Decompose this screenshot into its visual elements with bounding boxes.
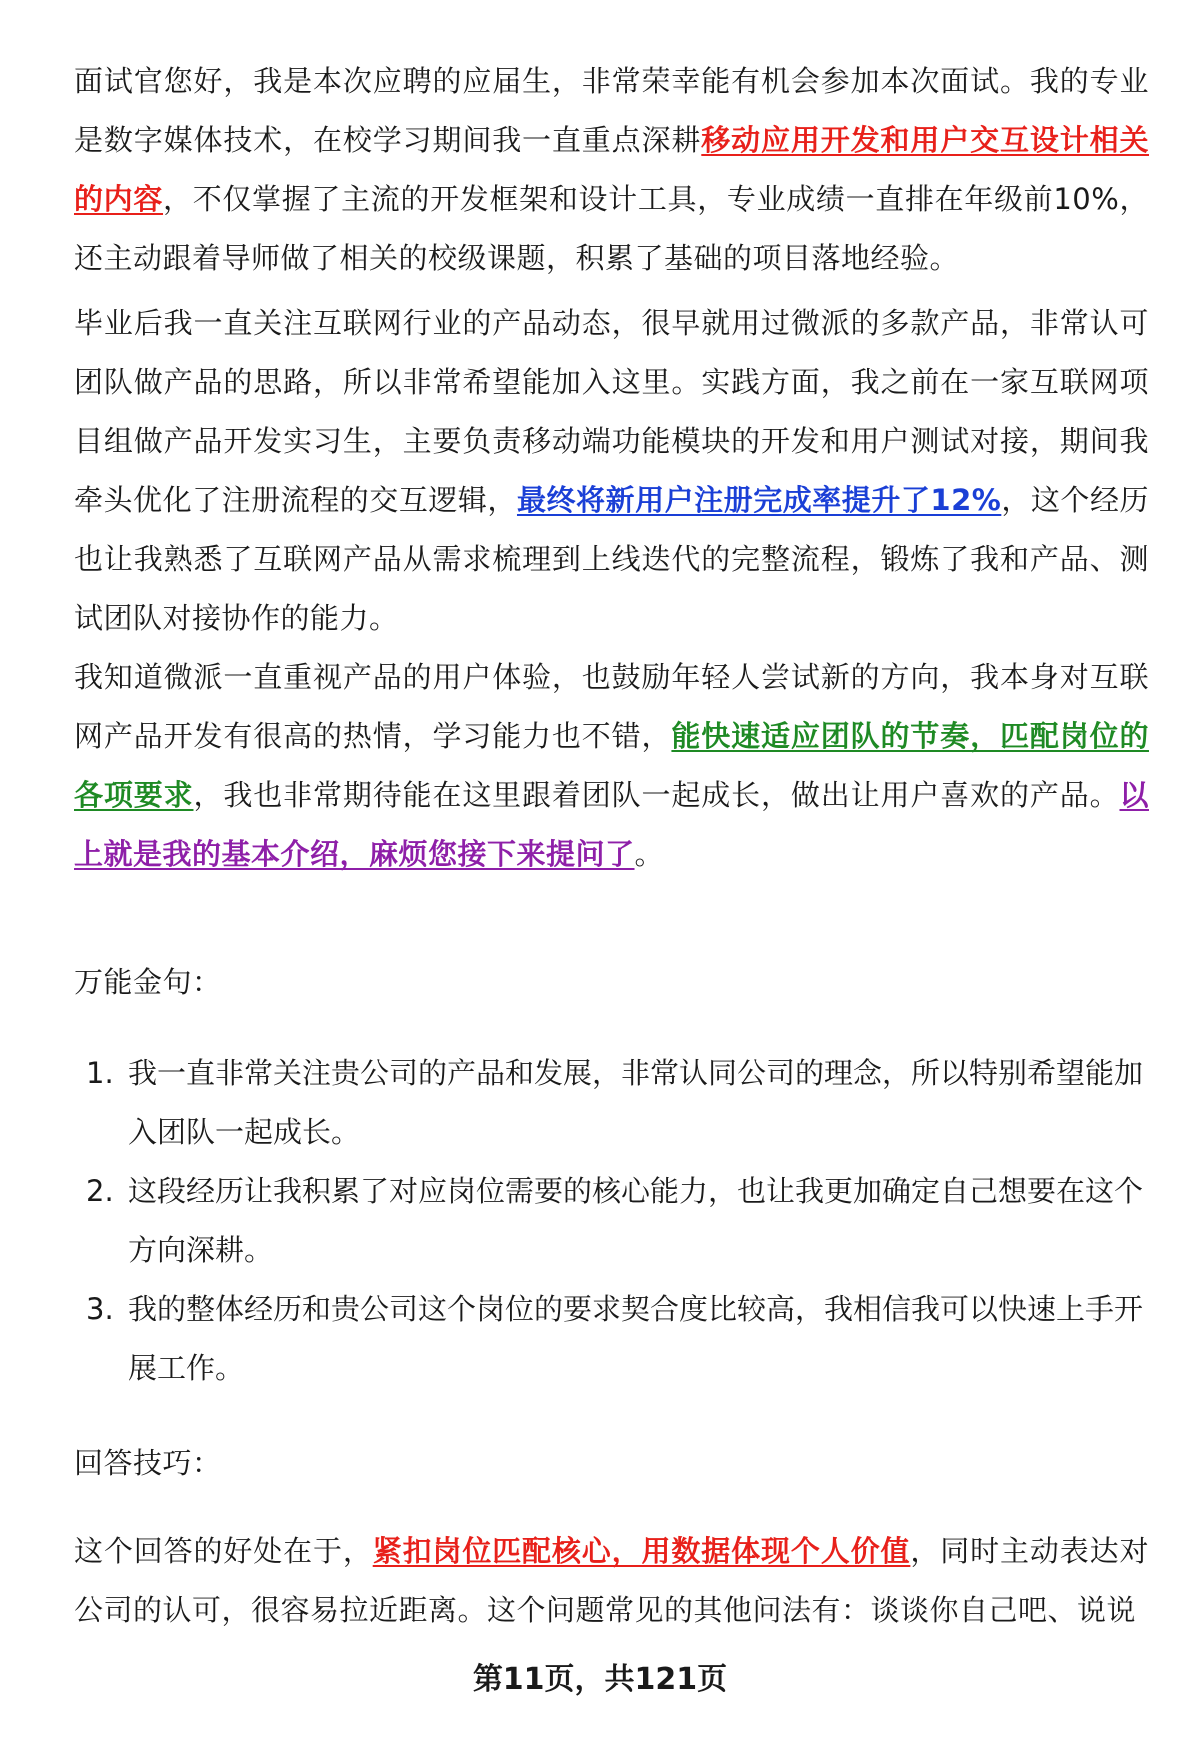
list-number: 1.	[86, 1056, 114, 1090]
list-text: 这段经历让我积累了对应岗位需要的核心能力，也让我更加确定自己想要在这个方向深耕。	[128, 1174, 1144, 1267]
text-segment: ，这个经历也让我熟悉了互联网产品从需求梳理到上线迭代的完整流程，锻炼了我和产品、测试团队对接协作的能力。	[74, 483, 1149, 635]
text-segment: 毕业后我一直关注互联网行业的产品动态，很早就用过微派的多款产品，非常认可团队做产品的思路，所以非常希望能加入这里。实践方面，我之前在一家互联网项目组做产品开发实习生，主要负责移动端功能模块的开发和用户测试对接，期间我牵头优化了注册流程的交互逻辑，	[74, 306, 1149, 517]
list-item	[74, 1280, 1149, 1398]
text-segment: 。	[634, 837, 665, 871]
list-item	[74, 1044, 1149, 1162]
text-segment: 我知道微派一直重视产品的用户体验，也鼓励年轻人尝试新的方向，我本身对互联网产品开发有很高的热情，学习能力也不错，	[74, 660, 1149, 753]
page-footer: 第11页，共121页	[472, 1662, 728, 1697]
list-number: 2.	[86, 1174, 114, 1208]
text-segment: 面试官您好，我是本次应聘的应届生，非常荣幸能有机会参加本次面试。我的专业是数字媒体技术，在校学习期间我一直重点深耕	[74, 64, 1149, 157]
golden-heading: 万能金句：	[74, 965, 222, 999]
golden-list	[74, 1044, 1149, 1398]
text-segment: ，同时主动表达对公司的认可，很容易拉近距离。这个问题常见的其他问法有：谈谈你自己吧、说说	[74, 1534, 1149, 1627]
text-segment: ，不仅掌握了主流的开发框架和设计工具，专业成绩一直排在年级前10%，还主动跟着导师做了相关的校级课题，积累了基础的项目落地经验。	[74, 182, 1149, 275]
highlight-red: 移动应用开发和用户交互设计相关的内容	[74, 123, 1149, 216]
text-segment: 这个回答的好处在于，	[74, 1534, 373, 1568]
intro-paragraph-2	[74, 294, 1149, 648]
highlight-blue: 最终将新用户注册完成率提升了12%	[516, 483, 1002, 517]
tips-heading: 回答技巧：	[74, 1446, 222, 1480]
list-text: 我的整体经历和贵公司这个岗位的要求契合度比较高，我相信我可以快速上手开展工作。	[128, 1292, 1144, 1385]
tips-paragraph	[74, 1522, 1149, 1640]
intro-paragraph-3	[74, 648, 1149, 884]
list-number: 3.	[86, 1292, 114, 1326]
intro-paragraph-1	[74, 52, 1149, 288]
highlight-purple: 以上就是我的基本介绍，麻烦您接下来提问了	[74, 778, 1149, 871]
highlight-green: 能快速适应团队的节奏，匹配岗位的各项要求	[74, 719, 1149, 812]
highlight-red: 紧扣岗位匹配核心，用数据体现个人价值	[372, 1534, 911, 1568]
list-text: 我一直非常关注贵公司的产品和发展，非常认同公司的理念，所以特别希望能加入团队一起成长。	[128, 1056, 1144, 1149]
list-item	[74, 1162, 1149, 1280]
text-segment: ，我也非常期待能在这里跟着团队一起成长，做出让用户喜欢的产品。	[193, 778, 1120, 812]
